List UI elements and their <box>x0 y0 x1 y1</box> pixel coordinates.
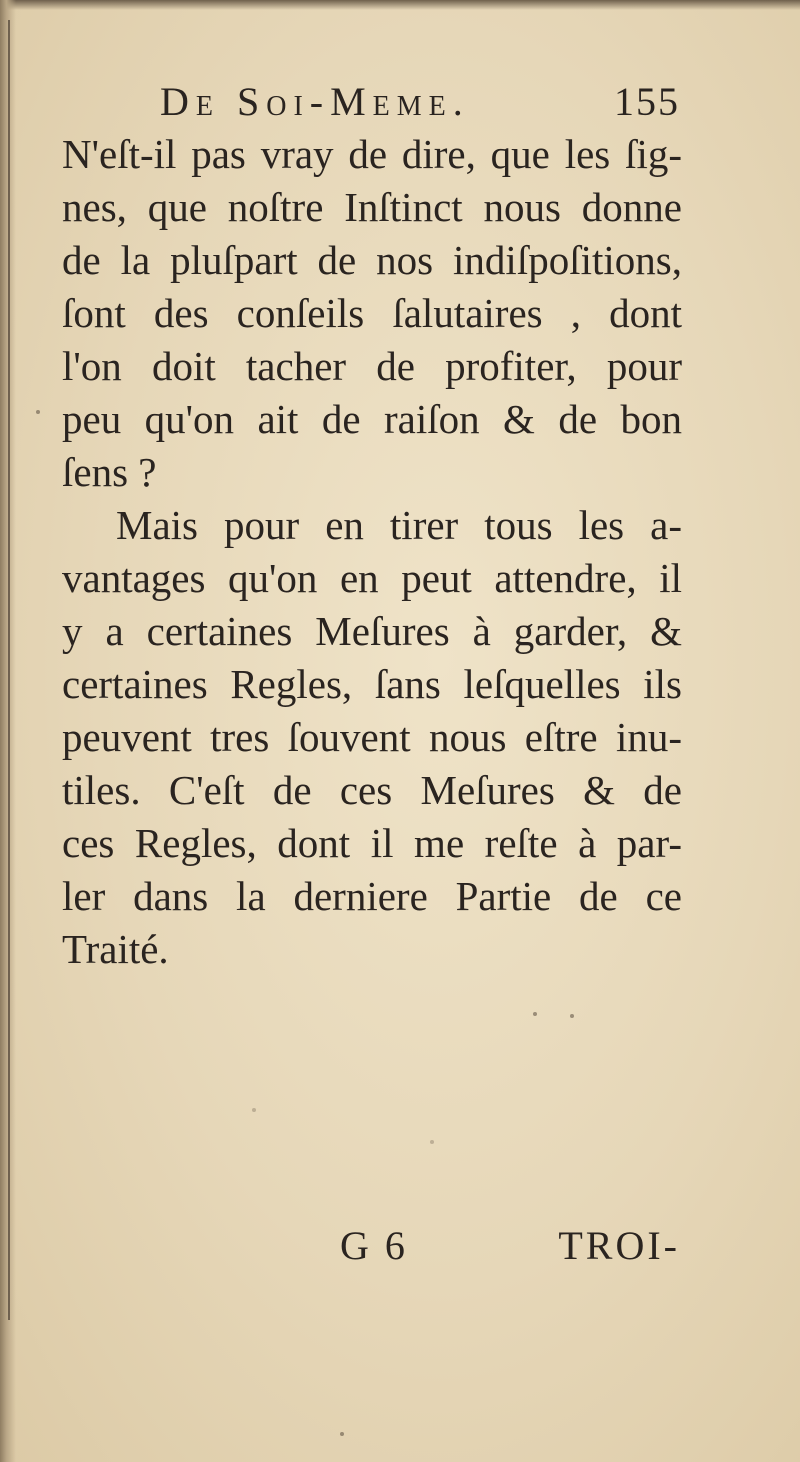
text-line: Mais pour en tirer tous les a- <box>116 502 682 548</box>
text-line: tiles. C'eſt de ces Meſures & de <box>62 767 682 813</box>
catchword: TROI- <box>558 1223 680 1268</box>
paper-speck <box>430 1140 434 1144</box>
signature-mark: G 6 <box>340 1223 408 1268</box>
binding-gutter <box>0 0 16 1462</box>
text-line: ler dans la derniere Partie de ce <box>62 873 682 919</box>
paragraph-1 <box>62 128 682 499</box>
running-head-title: De Soi-Meme. <box>160 79 470 124</box>
paper-speck <box>533 1012 537 1016</box>
paper-speck <box>36 410 40 414</box>
text-line: de la pluſpart de nos indiſpoſitions, <box>62 237 682 283</box>
text-line: ſont des conſeils ſalutaires , dont <box>62 290 682 336</box>
text-line: vantages qu'on en peut attendre, il <box>62 555 682 601</box>
body-text <box>62 128 682 976</box>
text-line: l'on doit tacher de profiter, pour <box>62 343 682 389</box>
paper-speck <box>252 1108 256 1112</box>
text-line: certaines Regles, ſans leſquelles ils <box>62 661 682 707</box>
page-top-shadow <box>0 0 800 10</box>
page-number: 155 <box>614 79 680 124</box>
paragraph-2 <box>62 499 682 976</box>
text-line: Traité. <box>62 926 169 972</box>
text-line: ces Regles, dont il me reſte à par- <box>62 820 682 866</box>
paper-speck <box>570 1014 574 1018</box>
gutter-edge-line <box>8 20 10 1320</box>
text-line: N'eſt-il pas vray de dire, que les ſig- <box>62 131 682 177</box>
text-line: ſens ? <box>62 449 157 495</box>
text-line: peu qu'on ait de raiſon & de bon <box>62 396 682 442</box>
text-line: peuvent tres ſouvent nous eſtre inu- <box>62 714 682 760</box>
text-line: y a certaines Meſures à garder, & <box>62 608 682 654</box>
text-line: nes, que noſtre Inſtinct nous donne <box>62 184 682 230</box>
page-footer <box>340 1222 680 1278</box>
running-head <box>160 78 680 132</box>
paper-speck <box>340 1432 344 1436</box>
